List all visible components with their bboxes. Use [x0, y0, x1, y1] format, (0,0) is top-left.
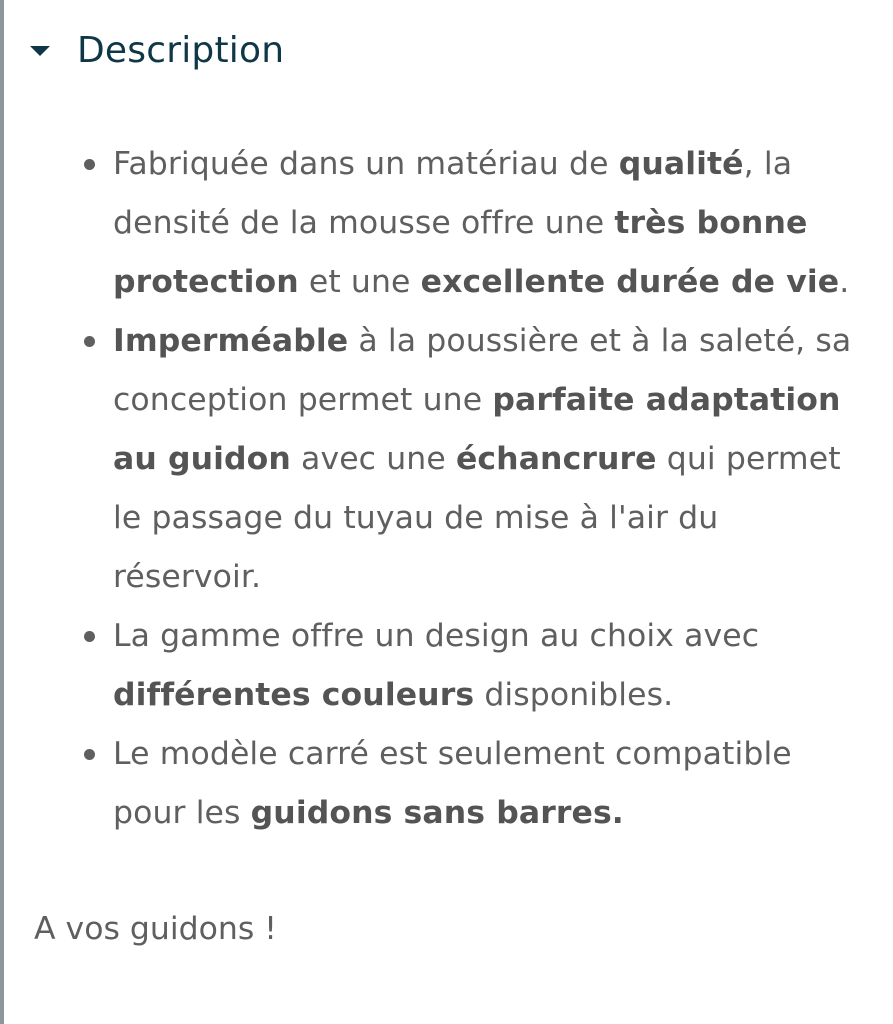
description-bullet-list — [0, 135, 870, 843]
bullet-item-waterproof: Imperméable à la poussière et à la saleté, sa conception permet une parfaite adaptation au guidon avec une échancrure qui permet le passage du tuyau de mise à l'air du réservoir. — [113, 312, 870, 607]
description-accordion-toggle[interactable] — [30, 22, 284, 78]
accordion-title: Description — [77, 29, 285, 71]
closing-text: A vos guidons ! — [34, 911, 277, 947]
bullet-item-colors: La gamme offre un design au choix avec différentes couleurs disponibles. — [113, 607, 870, 725]
bullet-item-quality: Fabriquée dans un matériau de qualité, la densité de la mousse offre une très bonne protection et une excellente durée de vie. — [113, 135, 870, 312]
caret-down-icon — [30, 46, 50, 56]
bullet-item-compatibility: Le modèle carré est seulement compatible pour les guidons sans barres. — [113, 725, 870, 843]
